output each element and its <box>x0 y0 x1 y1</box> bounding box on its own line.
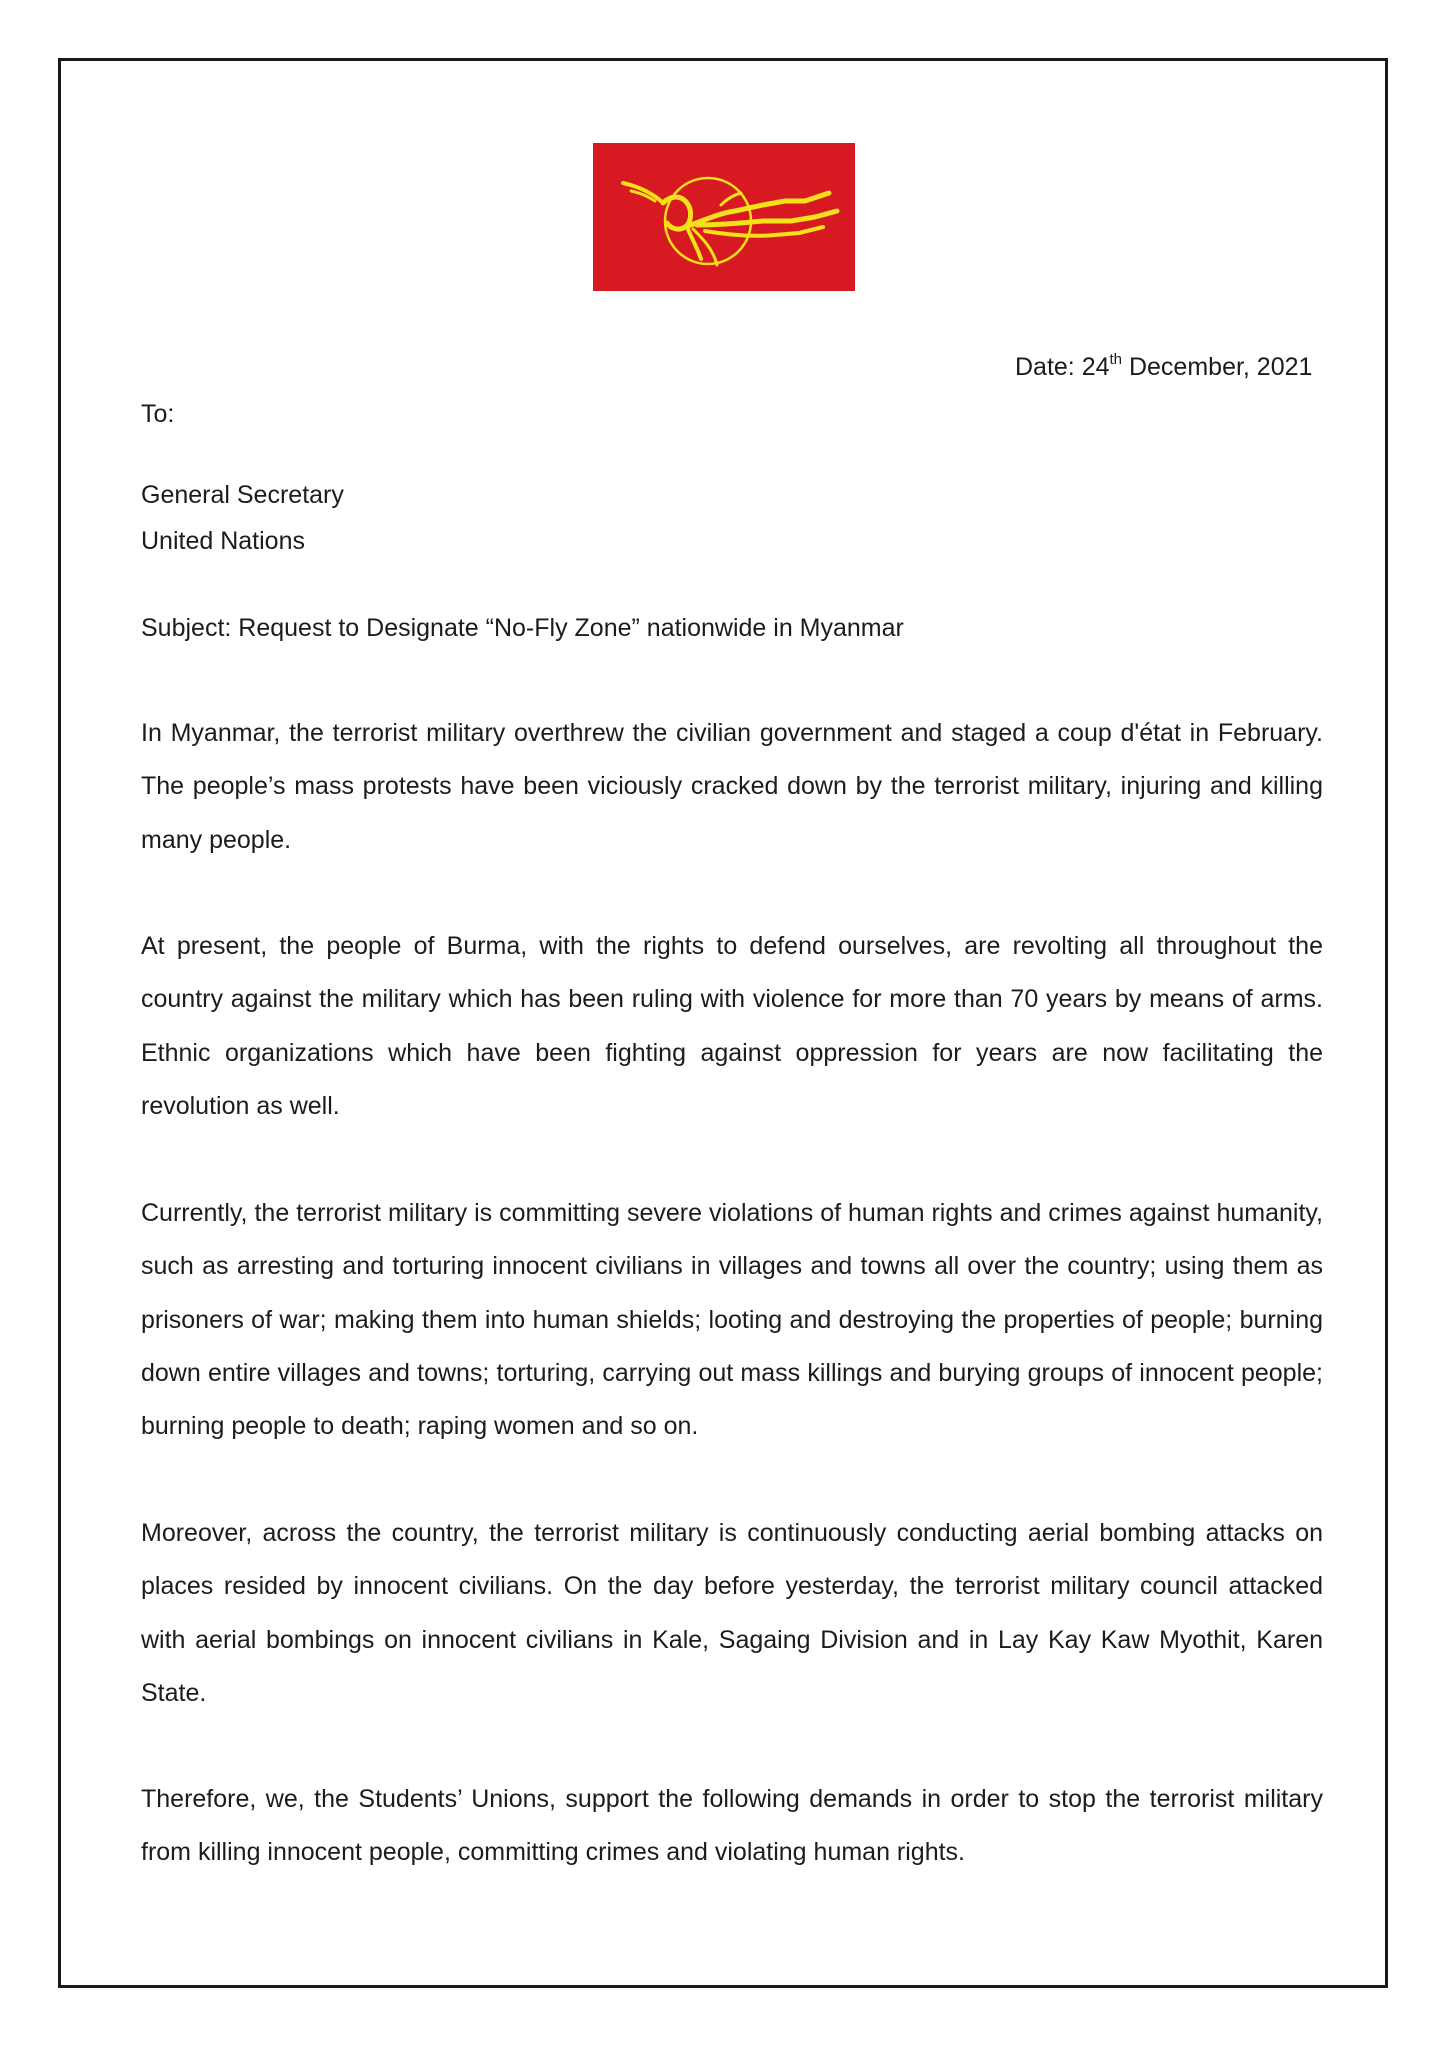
body-paragraph-5: Therefore, we, the Students’ Unions, support the following demands in order to stop the terrorist military from killing innocent people, committing crimes and violating human rights. <box>141 1785 1323 1867</box>
body-paragraph-2: At present, the people of Burma, with the rights to defend ourselves, are revolting all throughout the country against the military which has been ruling with violence for more than 70 years by means of arms. Ethnic organizations which have been fighting against oppression for years are now facilitating the revolution as well. <box>141 932 1323 1120</box>
recipient-block <box>141 472 344 564</box>
recipient-organization: United Nations <box>141 527 305 555</box>
date-ordinal-suffix: th <box>1109 351 1123 368</box>
body-paragraph-1: In Myanmar, the terrorist military overthrew the civilian government and staged a coup d'état in February. The people’s mass protests have been viciously cracked down by the terrorist military, injuring and killing many people. <box>141 719 1323 854</box>
body-paragraph-3: Currently, the terrorist military is committing severe violations of human rights and crimes against humanity, such as arresting and torturing innocent civilians in villages and towns all over the country; using them as prisoners of war; making them into human shields; looting and destroying the properties of people; burning down entire villages and towns; torturing, carrying out mass killings and burying groups of innocent people; burning people to death; raping women and so on. <box>141 1199 1323 1441</box>
fighting-peacock-icon <box>593 143 855 291</box>
date-prefix: Date: 24 <box>1015 353 1110 381</box>
recipient-title: General Secretary <box>141 481 344 509</box>
to-label: To: <box>141 400 175 428</box>
date-rest: December, 2021 <box>1122 353 1313 381</box>
subject-line: Subject: Request to Designate “No-Fly Zone” nationwide in Myanmar <box>141 614 904 642</box>
students-union-flag <box>593 143 855 291</box>
letter-date <box>1015 350 1312 384</box>
body-paragraph-4: Moreover, across the country, the terrorist military is continuously conducting aerial bombing attacks on places resided by innocent civilians. On the day before yesterday, the terrorist military council attacked with aerial bombings on innocent civilians in Kale, Sagaing Division and in Lay Kay Kaw Myothit, Karen State. <box>141 1519 1323 1707</box>
